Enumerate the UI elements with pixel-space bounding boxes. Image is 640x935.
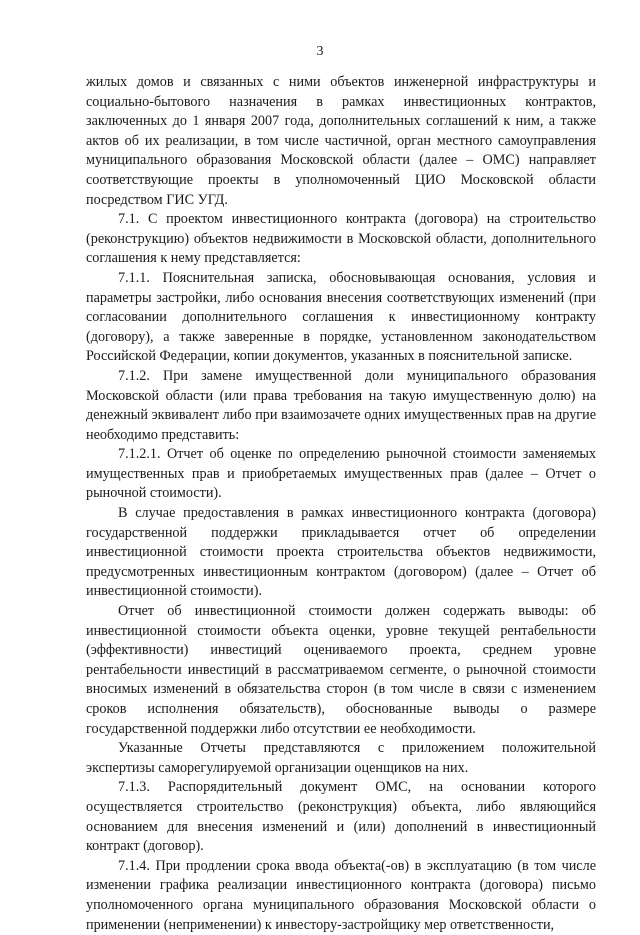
paragraph: Указанные Отчеты представляются с приложением положительной экспертизы саморегулируемой организации оценщиков на них.	[86, 740, 596, 776]
paragraph: Отчет об инвестиционной стоимости должен содержать выводы: об инвестиционной стоимости объекта оценки, уровне текущей рентабельности (эффективности) инвестиций оцениваемого проекта, среднем уровне рентабельности инвестиций в рассматриваемом сегменте, о рыночной стоимости вносимых изменений в обязательства сторон (в том числе в связи с изменением сроков исполнения обязательств), обоснованные выводы о размере государственной поддержки либо отсутствии ее необходимости.	[86, 603, 596, 737]
paragraph: 7.1. С проектом инвестиционного контракта (договора) на строительство (реконструкцию) объектов недвижимости в Московской области, дополнительного соглашения к нему представляется:	[86, 211, 596, 267]
paragraph: 7.1.4. При продлении срока ввода объекта(-ов) в эксплуатацию (в том числе изменении графика реализации инвестиционного контракта (договора) письмо уполномоченного органа муниципального образования Московской области о применении (неприменении) к инвестору-застройщику мер ответственности,	[86, 857, 596, 933]
paragraph: В случае предоставления в рамках инвестиционного контракта (договора) государственной поддержки прикладывается отчет об определении инвестиционной стоимости проекта строительства объектов недвижимости, предусмотренных инвестиционным контрактом (договором) (далее – Отчет об инвестиционной стоимости).	[86, 505, 596, 600]
paragraph: 7.1.1. Пояснительная записка, обосновывающая основания, условия и параметры застройки, либо основания внесения соответствующих изменений (при согласовании дополнительного соглашения к инвестиционному контракту (договору), а также заверенные в порядке, установленном законодательством Российской Федерации, копии документов, указанных в пояснительной записке.	[86, 269, 596, 365]
paragraph: 7.1.3. Распорядительный документ ОМС, на основании которого осуществляется строительство (реконструкция) объекта, либо являющийся основанием для внесения изменений и (или) дополнений в инвестиционный контракт (договор).	[86, 779, 596, 855]
document-body	[86, 73, 596, 935]
page-number: 3	[316, 44, 324, 59]
paragraph: 7.1.2.1. Отчет об оценке по определению рыночной стоимости заменяемых имущественных прав и приобретаемых имущественных прав (далее – Отчет о рыночной стоимости).	[86, 446, 596, 502]
paragraph: жилых домов и связанных с ними объектов инженерной инфраструктуры и социально-бытового назначения в рамках инвестиционных контрактов, заключенных до 1 января 2007 года, дополнительных соглашений к ним, а также актов об их реализации, в том числе частичной, орган местного самоуправления муниципального образования Московской области (далее – ОМС) направляет соответствующие проекты в уполномоченный ЦИО Московской области посредством ГИС УГД.	[86, 74, 596, 208]
paragraph: 7.1.2. При замене имущественной доли муниципального образования Московской области (или права требования на такую имущественную долю) на денежный эквивалент либо при взаимозачете одних имущественных прав на другие необходимо представить:	[86, 367, 596, 443]
